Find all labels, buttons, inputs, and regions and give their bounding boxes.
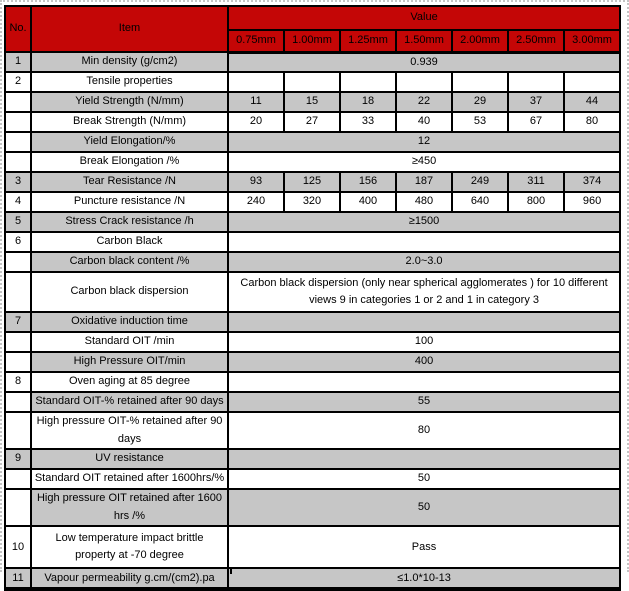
table-row xyxy=(5,112,620,132)
value-cell xyxy=(396,72,452,92)
value-cell: 800 xyxy=(508,192,564,212)
header-thickness-cell: 1.00mm xyxy=(284,30,340,52)
row-number-cell xyxy=(5,469,31,489)
value-cell: 18 xyxy=(340,92,396,112)
item-cell: Min density (g/cm2) xyxy=(31,52,228,72)
item-cell: Low temperature impact brittle property at -70 degree xyxy=(31,526,228,568)
table-row xyxy=(5,469,620,489)
header-thickness-cell: 1.50mm xyxy=(396,30,452,52)
value-cell: 11 xyxy=(228,92,284,112)
value-cell xyxy=(508,72,564,92)
header-thickness-cell: 1.25mm xyxy=(340,30,396,52)
value-cell xyxy=(284,72,340,92)
table-row xyxy=(5,252,620,272)
value-cell xyxy=(228,312,620,332)
value-cell: 400 xyxy=(228,352,620,372)
value-cell: 33 xyxy=(340,112,396,132)
item-cell: Standard OIT retained after 1600hrs/% xyxy=(31,469,228,489)
header-thickness-cell: 2.50mm xyxy=(508,30,564,52)
value-cell: 29 xyxy=(452,92,508,112)
row-number-cell xyxy=(5,252,31,272)
value-cell: 480 xyxy=(396,192,452,212)
value-cell: 50 xyxy=(228,469,620,489)
item-cell: High pressure OIT-% retained after 90 days xyxy=(31,412,228,449)
value-cell: 100 xyxy=(228,332,620,352)
table-row xyxy=(5,526,620,568)
row-number-cell: 3 xyxy=(5,172,31,192)
row-number-cell: 4 xyxy=(5,192,31,212)
value-cell: 37 xyxy=(508,92,564,112)
row-number-cell xyxy=(5,489,31,526)
value-cell: 22 xyxy=(396,92,452,112)
table-row xyxy=(5,192,620,212)
value-cell: 125 xyxy=(284,172,340,192)
header-row-value xyxy=(5,6,620,30)
value-cell: 374 xyxy=(564,172,620,192)
value-cell: 2.0~3.0 xyxy=(228,252,620,272)
value-cell: 249 xyxy=(452,172,508,192)
table-row xyxy=(5,52,620,72)
value-cell: 640 xyxy=(452,192,508,212)
table-row xyxy=(5,92,620,112)
table-row xyxy=(5,352,620,372)
item-cell: Oven aging at 85 degree xyxy=(31,372,228,392)
grid-stub xyxy=(619,568,621,574)
value-cell: 93 xyxy=(228,172,284,192)
row-number-cell xyxy=(5,332,31,352)
item-cell: Break Strength (N/mm) xyxy=(31,112,228,132)
value-cell: ≤1.0*10-13 xyxy=(228,568,620,589)
item-cell: Break Elongation /% xyxy=(31,152,228,172)
item-cell: Puncture resistance /N xyxy=(31,192,228,212)
value-cell: 187 xyxy=(396,172,452,192)
row-number-cell: 10 xyxy=(5,526,31,568)
item-cell: Oxidative induction time xyxy=(31,312,228,332)
item-cell: Standard OIT /min xyxy=(31,332,228,352)
table-row xyxy=(5,232,620,252)
grid-stub xyxy=(230,568,232,574)
value-cell: 67 xyxy=(508,112,564,132)
row-number-cell: 7 xyxy=(5,312,31,332)
value-cell: ≥450 xyxy=(228,152,620,172)
row-number-cell xyxy=(5,272,31,312)
value-cell: 15 xyxy=(284,92,340,112)
table-row xyxy=(5,312,620,332)
item-cell: Tensile properties xyxy=(31,72,228,92)
value-cell: 80 xyxy=(564,112,620,132)
item-cell: High Pressure OIT/min xyxy=(31,352,228,372)
row-number-cell: 2 xyxy=(5,72,31,92)
item-cell: Carbon black dispersion xyxy=(31,272,228,312)
item-cell: Yield Strength (N/mm) xyxy=(31,92,228,112)
row-number-cell xyxy=(5,392,31,412)
item-cell: UV resistance xyxy=(31,449,228,469)
item-cell: Tear Resistance /N xyxy=(31,172,228,192)
value-cell: 40 xyxy=(396,112,452,132)
value-cell: 156 xyxy=(340,172,396,192)
row-number-cell xyxy=(5,112,31,132)
value-cell xyxy=(452,72,508,92)
row-number-cell xyxy=(5,152,31,172)
table-row xyxy=(5,392,620,412)
header-thickness-cell: 2.00mm xyxy=(452,30,508,52)
table-row xyxy=(5,372,620,392)
value-cell: 27 xyxy=(284,112,340,132)
item-cell: High pressure OIT retained after 1600 hrs /% xyxy=(31,489,228,526)
value-cell: 960 xyxy=(564,192,620,212)
row-number-cell: 9 xyxy=(5,449,31,469)
header-thickness-cell: 3.00mm xyxy=(564,30,620,52)
table-header xyxy=(5,6,620,52)
header-thickness-cell: 0.75mm xyxy=(228,30,284,52)
value-cell xyxy=(564,72,620,92)
value-cell: 400 xyxy=(340,192,396,212)
grid-stub xyxy=(4,568,6,574)
value-cell xyxy=(228,372,620,392)
table-row xyxy=(5,212,620,232)
value-cell xyxy=(228,449,620,469)
header-value-cell: Value xyxy=(228,6,620,30)
table-row xyxy=(5,132,620,152)
row-number-cell xyxy=(5,352,31,372)
value-cell: 80 xyxy=(228,412,620,449)
grid-stub xyxy=(30,568,32,574)
value-cell xyxy=(340,72,396,92)
header-no-cell: No. xyxy=(5,6,31,52)
value-cell: 55 xyxy=(228,392,620,412)
value-cell: 0.939 xyxy=(228,52,620,72)
value-cell: 20 xyxy=(228,112,284,132)
row-number-cell xyxy=(5,132,31,152)
table-row xyxy=(5,412,620,449)
value-cell: ≥1500 xyxy=(228,212,620,232)
item-cell: Carbon Black xyxy=(31,232,228,252)
item-cell: Carbon black content /% xyxy=(31,252,228,272)
row-number-cell xyxy=(5,412,31,449)
row-number-cell: 8 xyxy=(5,372,31,392)
table-row xyxy=(5,172,620,192)
table-row xyxy=(5,72,620,92)
item-cell: Stress Crack resistance /h xyxy=(31,212,228,232)
row-number-cell: 1 xyxy=(5,52,31,72)
value-cell xyxy=(228,232,620,252)
value-cell: 44 xyxy=(564,92,620,112)
table-row xyxy=(5,272,620,312)
value-cell: 50 xyxy=(228,489,620,526)
table-row xyxy=(5,152,620,172)
header-item-cell: Item xyxy=(31,6,228,52)
value-cell: 53 xyxy=(452,112,508,132)
value-cell: 320 xyxy=(284,192,340,212)
table-row xyxy=(5,449,620,469)
value-cell: Pass xyxy=(228,526,620,568)
value-cell: 240 xyxy=(228,192,284,212)
table-row xyxy=(5,489,620,526)
row-number-cell xyxy=(5,92,31,112)
spec-table xyxy=(4,5,621,591)
value-cell: 311 xyxy=(508,172,564,192)
item-cell: Vapour permeability g.cm/(cm2).pa xyxy=(31,568,228,589)
row-number-cell: 11 xyxy=(5,568,31,589)
table-row xyxy=(5,332,620,352)
row-number-cell: 6 xyxy=(5,232,31,252)
spec-table-body xyxy=(5,52,620,589)
value-cell xyxy=(228,72,284,92)
value-cell: Carbon black dispersion (only near spherical agglomerates ) for 10 different views 9 in categories 1 or 2 and 1 in category 3 xyxy=(228,272,620,312)
value-cell: 12 xyxy=(228,132,620,152)
next-row-sliver xyxy=(4,568,621,574)
row-number-cell: 5 xyxy=(5,212,31,232)
item-cell: Yield Elongation/% xyxy=(31,132,228,152)
item-cell: Standard OIT-% retained after 90 days xyxy=(31,392,228,412)
